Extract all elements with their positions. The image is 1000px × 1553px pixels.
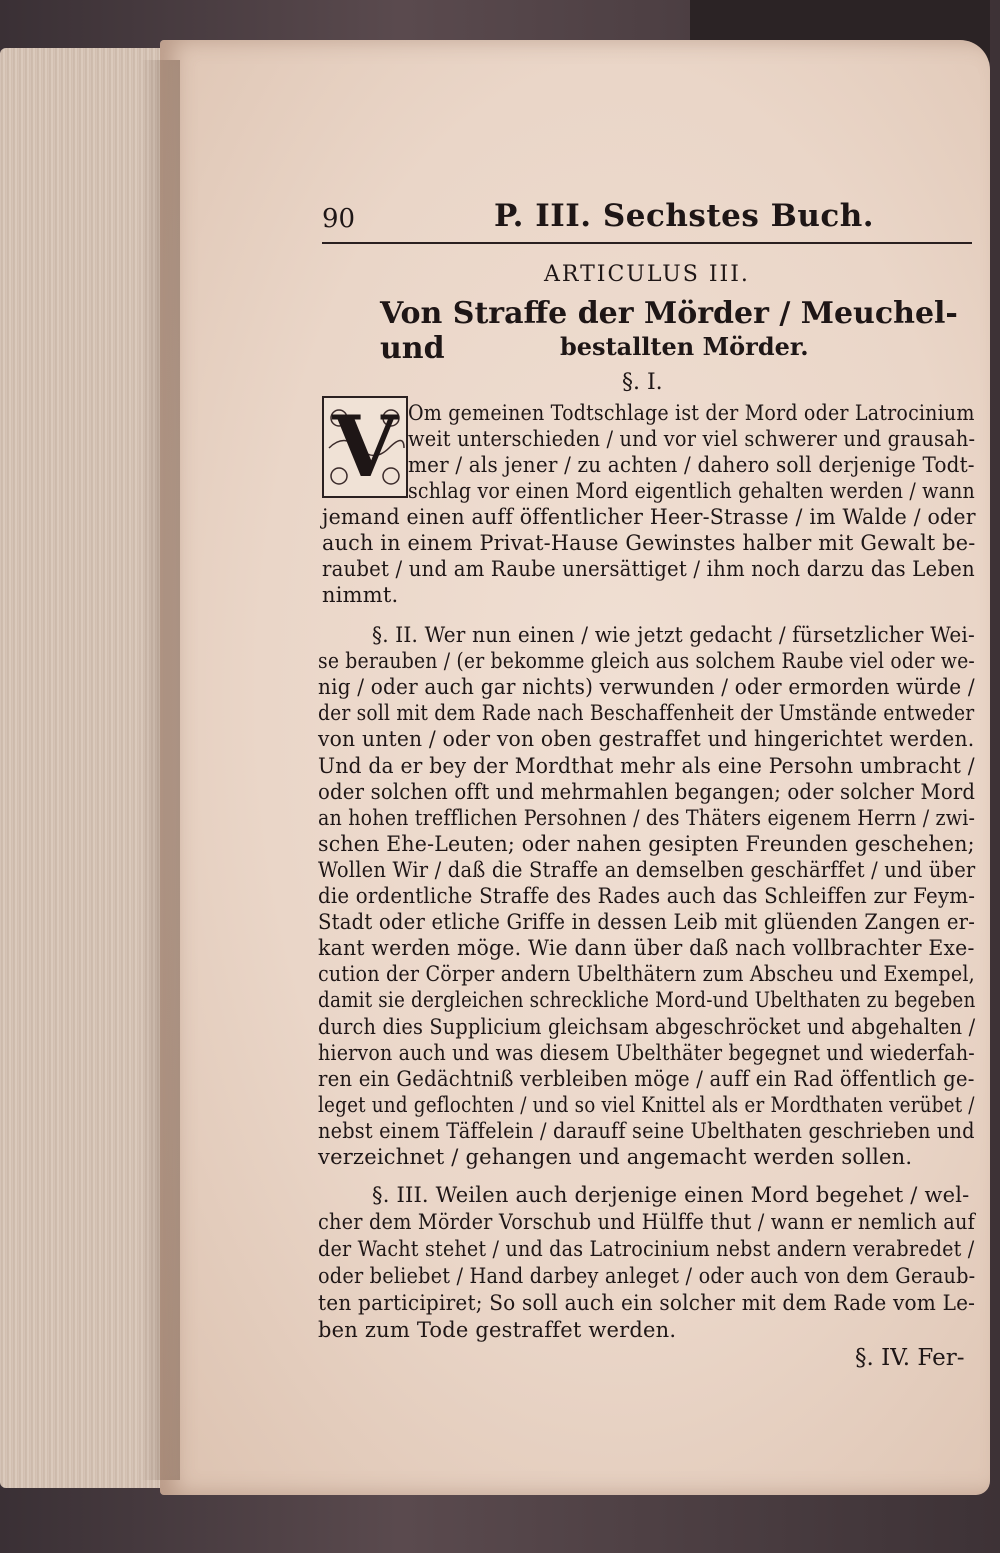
- text-line: verzeichnet / gehangen und angemacht werden sollen.: [318, 1145, 913, 1169]
- text-line: kant werden möge. Wie dann über daß nach vollbrachter Exe-: [318, 936, 975, 961]
- text-line: raubet / und am Raube unersättiget / ihm noch darzu das Leben: [322, 557, 975, 581]
- text-line: hiervon auch und was diesem Ubelthäter begegnet und wiederfah-: [318, 1040, 975, 1065]
- text-line: se berauben / (er bekomme gleich aus solchem Raube viel oder we-: [318, 649, 975, 674]
- gutter-shadow: [140, 60, 180, 1480]
- running-title: P. III. Sechstes Buch.: [494, 198, 875, 234]
- text-line: Wollen Wir / daß die Straffe an demselben geschärffet / und über: [318, 857, 976, 882]
- text-line: durch dies Supplicium gleichsam abgeschröcket und abgehalten /: [318, 1014, 976, 1039]
- text-line: ren ein Gedächtniß verbleiben möge / auff ein Rad öffentlich ge-: [318, 1066, 975, 1091]
- text-line: Und da er bey der Mordthat mehr als eine Persohn umbracht /: [318, 753, 975, 778]
- text-line: schlag vor einen Mord eigentlich gehalten werden / wann: [408, 479, 975, 503]
- text-line: schen Ehe-Leuten; oder nahen gesipten Freunden geschehen;: [318, 831, 975, 856]
- text-line: weit unterschieden / und vor viel schwerer und grausah-: [408, 427, 976, 451]
- text-line: leget und geflochten / und so viel Knittel als er Mordthaten verübet /: [318, 1092, 975, 1117]
- text-line: Om gemeinen Todtschlage ist der Mord oder Latrocinium: [408, 401, 975, 425]
- text-line: von unten / oder von oben gestraffet und hingerichtet werden.: [318, 727, 975, 752]
- section-1-mark: §. I.: [622, 370, 663, 395]
- text-line: cher dem Mörder Vorschub und Hülffe thut / wann er nemlich auf: [318, 1210, 975, 1234]
- text-line: der soll mit dem Rade nach Beschaffenheit der Umstände entweder: [318, 701, 975, 726]
- text-line: Stadt oder etliche Griffe in dessen Leib mit glüenden Zangen er-: [318, 910, 976, 935]
- page-number: 90: [322, 204, 356, 234]
- text-line: ten participiret; So soll auch ein solcher mit dem Rade vom Le-: [318, 1291, 976, 1315]
- article-title-line-2: bestallten Mörder.: [560, 332, 809, 361]
- text-line: nebst einem Täffelein / darauff seine Ubelthaten geschrieben und: [318, 1118, 975, 1143]
- initial-letter: V: [332, 397, 398, 496]
- page-header: [322, 196, 972, 244]
- text-line: mer / als jener / zu achten / dahero soll derjenige Todt-: [408, 453, 975, 477]
- text-line: ben zum Tode gestraffet werden.: [318, 1318, 677, 1342]
- text-line: die ordentliche Straffe des Rades auch das Schleiffen zur Feym-: [318, 884, 976, 908]
- text-line: oder beliebet / Hand darbey anleget / oder auch von dem Geraub-: [318, 1264, 976, 1288]
- catchword: §. IV. Fer-: [855, 1345, 965, 1371]
- text-line: oder solchen offt und mehrmahlen begangen; oder solcher Mord: [318, 779, 976, 804]
- text-line: auch in einem Privat-Hause Gewinstes halber mit Gewalt be-: [322, 531, 976, 555]
- text-line: nimmt.: [322, 583, 399, 607]
- article-title-line-1: Von Straffe der Mörder / Meuchel-und: [380, 296, 958, 366]
- text-line: der Wacht stehet / und das Latrocinium nebst andern verabredet /: [318, 1237, 975, 1261]
- text-line: jemand einen auff öffentlicher Heer-Strasse / im Walde / oder: [322, 505, 976, 529]
- text-line: cution der Cörper andern Ubelthätern zum Abscheu und Exempel,: [318, 962, 975, 987]
- decorated-initial: [322, 396, 408, 498]
- article-heading: ARTICULUS III.: [544, 262, 750, 287]
- text-line: nig / oder auch gar nichts) verwunden / oder ermorden würde /: [318, 675, 975, 700]
- text-line: damit sie dergleichen schreckliche Mord-und Ubelthaten zu begeben: [318, 988, 976, 1013]
- text-line: an hohen trefflichen Persohnen / des Thäters eigenem Herrn / zwi-: [318, 805, 976, 830]
- text-line: §. III. Weilen auch derjenige einen Mord begehet / wel-: [372, 1183, 970, 1207]
- text-line: §. II. Wer nun einen / wie jetzt gedacht / fürsetzlicher Wei-: [372, 623, 975, 647]
